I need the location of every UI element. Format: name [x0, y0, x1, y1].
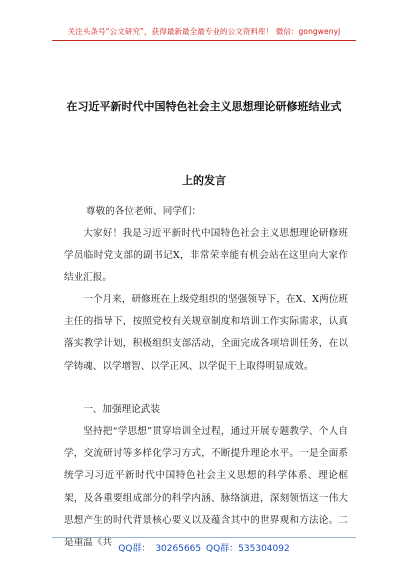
body-paragraph-3: 坚持把“学思想”贯穿培训全过程，通过开展专题教学、个人自学，交流研讨等多样化学习方式，不断提升理论水平。一是全面系统学习习近平新时代中国特色社会主义思想的科学体系、理论框架，及各重要组成部分的科学内涵、脉络演进，深刻领悟这一伟大思想产生的时代背景核心要义以及蕴含其中的世界观和方法论。二是重温《共 — [64, 426, 348, 549]
header-promo-text: 关注头条号“公文研究”，获得最新最全最专业的公文资料库！ 微信：gongwenyj — [67, 27, 341, 36]
header-divider — [52, 40, 356, 41]
body-paragraph-2: 一个月来，研修班在上级党组织的坚强领导下，在X、X两位班主任的指导下，按照党校有关规章制度和培训工作实际需求，认真落实教学计划，积极组织支部活动，全面完成各项培训任务，在以学铸魂、以学增智、以学正风、以学促干上取得明显成效。 — [64, 294, 348, 372]
footer-qq-groups: QQ群： 30265665 QQ群：535304092 — [118, 544, 290, 554]
footer-divider — [52, 537, 356, 538]
page-footer — [0, 537, 408, 555]
page-header — [0, 0, 408, 54]
document-title-line-2: 上的发言 — [182, 174, 226, 187]
section-heading-1: 一、加强理论武装 — [83, 404, 160, 415]
salutation: 尊敬的各位老师、同学们： — [86, 206, 202, 217]
body-paragraph-1: 大家好！我是习近平新时代中国特色社会主义思想理论研修班学员临时党支部的副书记X，非常荣幸能有机会站在这里向大家作结业汇报。 — [64, 228, 348, 284]
document-title-line-1: 在习近平新时代中国特色社会主义思想理论研修班结业式 — [66, 100, 342, 113]
